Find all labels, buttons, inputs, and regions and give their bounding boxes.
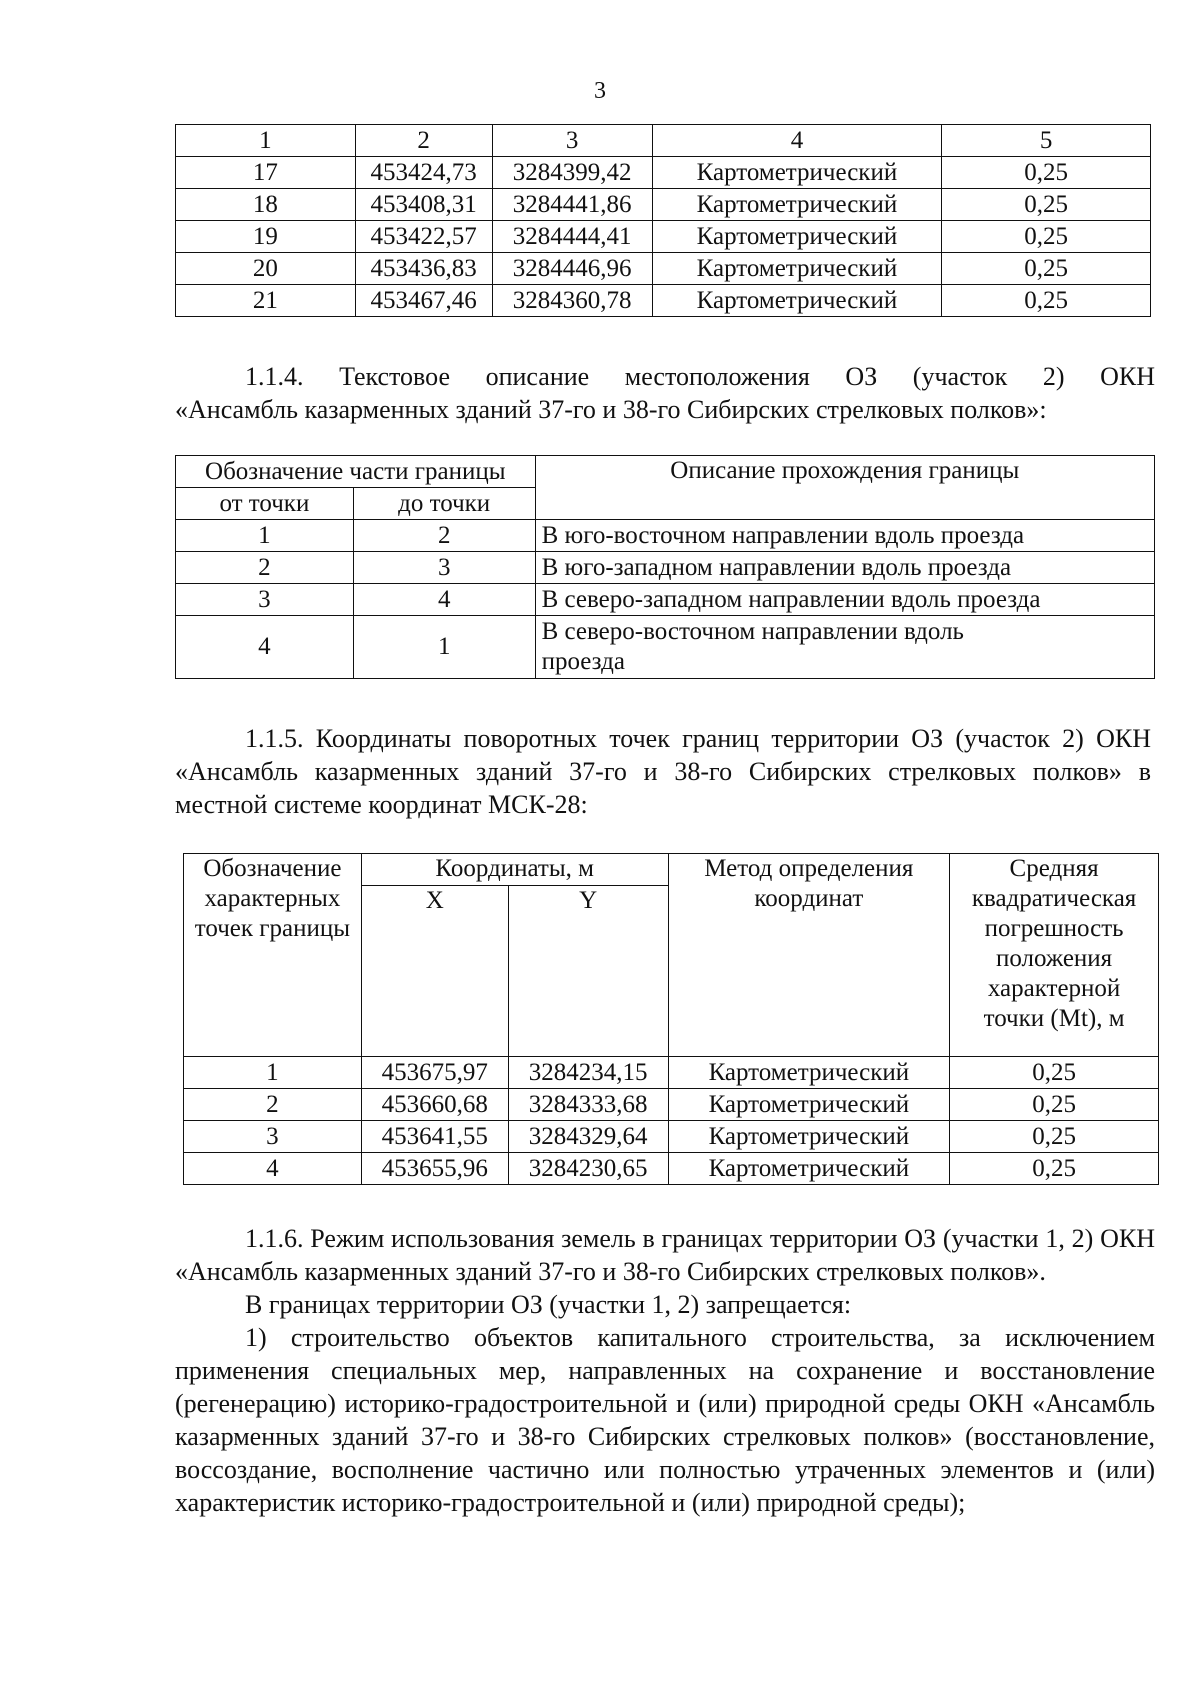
table-cell: 2 (176, 552, 354, 584)
table-cell: 1 (184, 1057, 362, 1089)
table-header-cell: Метод определения координат (668, 854, 950, 1057)
table-row (176, 285, 1151, 317)
table-cell: Картометрический (652, 253, 942, 285)
section-1-1-5 (175, 722, 1151, 821)
table-cell: 3284441,86 (492, 189, 652, 221)
table-cell: 1 (353, 616, 535, 679)
table-cell: Картометрический (652, 285, 942, 317)
table-header-cell: Средняя квадратическая погрешность положения характерной точки (Mt), м (950, 854, 1159, 1057)
table-cell: 3284444,41 (492, 221, 652, 253)
table-cell: 4 (184, 1153, 362, 1185)
section-1-1-4 (175, 360, 1155, 426)
table-cell: Картометрический (668, 1153, 950, 1185)
paragraph: В границах территории ОЗ (участки 1, 2) запрещается: (245, 1290, 852, 1319)
table-cell: 4 (353, 584, 535, 616)
paragraph-line: «Ансамбль казарменных зданий 37-го и 38-го Сибирских стрелковых полков»: (175, 395, 1047, 424)
table-cell: 453424,73 (355, 157, 492, 189)
table-cell: 3284329,64 (508, 1121, 668, 1153)
table-cell: 1 (176, 520, 354, 552)
table-header-cell: Координаты, м (361, 854, 668, 886)
table-header-cell: от точки (176, 488, 354, 520)
table-cell: 0,25 (942, 157, 1151, 189)
table-header-cell: Описание прохождения границы (535, 456, 1154, 520)
table-cell: 0,25 (942, 285, 1151, 317)
table-cell: В юго-западном направлении вдоль проезда (535, 552, 1154, 584)
paragraph: 1.1.6. Режим использования земель в границах территории ОЗ (участки 1, 2) ОКН «Ансамбль казарменных зданий 37-го и 38-го Сибирских стрелковых полков». (175, 1224, 1155, 1286)
paragraph-line: 1.1.4. Текстовое описание местоположения ОЗ (участок 2) ОКН (245, 362, 1155, 391)
table-cell: 18 (176, 189, 356, 221)
table-cell: 3284446,96 (492, 253, 652, 285)
table-cell: 2 (353, 520, 535, 552)
table-cell: В юго-восточном направлении вдоль проезда (535, 520, 1154, 552)
table-header-cell: Обозначение характерных точек границы (184, 854, 362, 1057)
table-row (176, 552, 1155, 584)
table-cell: 3284230,65 (508, 1153, 668, 1185)
table-cell: В северо-восточном направлении вдоль проезда (535, 616, 1154, 679)
section-1-1-6 (175, 1222, 1155, 1519)
table-cell: 3 (184, 1121, 362, 1153)
table-cell: 453436,83 (355, 253, 492, 285)
table-cell: 3 (353, 552, 535, 584)
table-header-row (176, 125, 1151, 157)
table-cell: 3284399,42 (492, 157, 652, 189)
boundary-description-table (175, 455, 1155, 679)
table-cell: 3284234,15 (508, 1057, 668, 1089)
table-cell: В северо-западном направлении вдоль проезда (535, 584, 1154, 616)
table-cell: 453422,57 (355, 221, 492, 253)
table-header-row (184, 854, 1159, 886)
table-row (184, 1057, 1159, 1089)
table-cell: 0,25 (950, 1121, 1159, 1153)
table-cell: 21 (176, 285, 356, 317)
table-row (176, 157, 1151, 189)
table-cell: Картометрический (668, 1089, 950, 1121)
table-header-cell: X (361, 886, 508, 1057)
table-cell: 0,25 (950, 1057, 1159, 1089)
table-cell: 453641,55 (361, 1121, 508, 1153)
table-cell: 0,25 (942, 189, 1151, 221)
table-cell: 3 (176, 584, 354, 616)
coordinates-table (183, 853, 1159, 1185)
table-row (184, 1089, 1159, 1121)
table-row (176, 253, 1151, 285)
table-cell: 453467,46 (355, 285, 492, 317)
table-cell: Картометрический (652, 189, 942, 221)
table-row (176, 584, 1155, 616)
table-header-row (176, 456, 1155, 488)
table-cell: Картометрический (652, 157, 942, 189)
table-cell: 4 (176, 616, 354, 679)
table-cell: 2 (184, 1089, 362, 1121)
table-row (176, 520, 1155, 552)
table-cell: Картометрический (668, 1057, 950, 1089)
table-cell: 19 (176, 221, 356, 253)
table-cell: 17 (176, 157, 356, 189)
table-row (176, 221, 1151, 253)
table-row (176, 189, 1151, 221)
table-row (184, 1121, 1159, 1153)
table-cell: 3 (492, 125, 652, 157)
table-cell: Картометрический (652, 221, 942, 253)
table-cell: 453655,96 (361, 1153, 508, 1185)
table-cell: 0,25 (950, 1089, 1159, 1121)
table-cell: 453660,68 (361, 1089, 508, 1121)
table-header-cell: до точки (353, 488, 535, 520)
table-cell: 1 (176, 125, 356, 157)
table-header-cell: Обозначение части границы (176, 456, 536, 488)
table-cell: 4 (652, 125, 942, 157)
table-cell: 0,25 (942, 221, 1151, 253)
table-cell: 2 (355, 125, 492, 157)
paragraph: 1.1.5. Координаты поворотных точек границ территории ОЗ (участок 2) ОКН «Ансамбль казарменных зданий 37-го и 38-го Сибирских стрелковых полков» в местной системе координат МСК-28: (175, 724, 1151, 819)
table-cell: 0,25 (942, 253, 1151, 285)
paragraph: 1) строительство объектов капитального строительства, за исключением применения специальных мер, направленных на сохранение и восстановление (регенерацию) историко-градостроительной и (или) природной среды ОКН «Ансамбль казарменных зданий 37-го и 38-го Сибирских стрелковых полков» (восстановление, воссоздание, восполнение частично или полностью утраченных элементов и (или) характеристик историко-градостроительной и (или) природной среды); (175, 1323, 1155, 1517)
table-cell: 3284360,78 (492, 285, 652, 317)
table-row (184, 1153, 1159, 1185)
table-cell: Картометрический (668, 1121, 950, 1153)
coordinates-table-continued (175, 124, 1151, 317)
table-row (176, 616, 1155, 679)
table-cell: 3284333,68 (508, 1089, 668, 1121)
table-cell: 453675,97 (361, 1057, 508, 1089)
table-cell: 0,25 (950, 1153, 1159, 1185)
table-header-cell: Y (508, 886, 668, 1057)
table-cell: 5 (942, 125, 1151, 157)
page-number: 3 (594, 78, 606, 104)
table-cell: 20 (176, 253, 356, 285)
table-cell: 453408,31 (355, 189, 492, 221)
